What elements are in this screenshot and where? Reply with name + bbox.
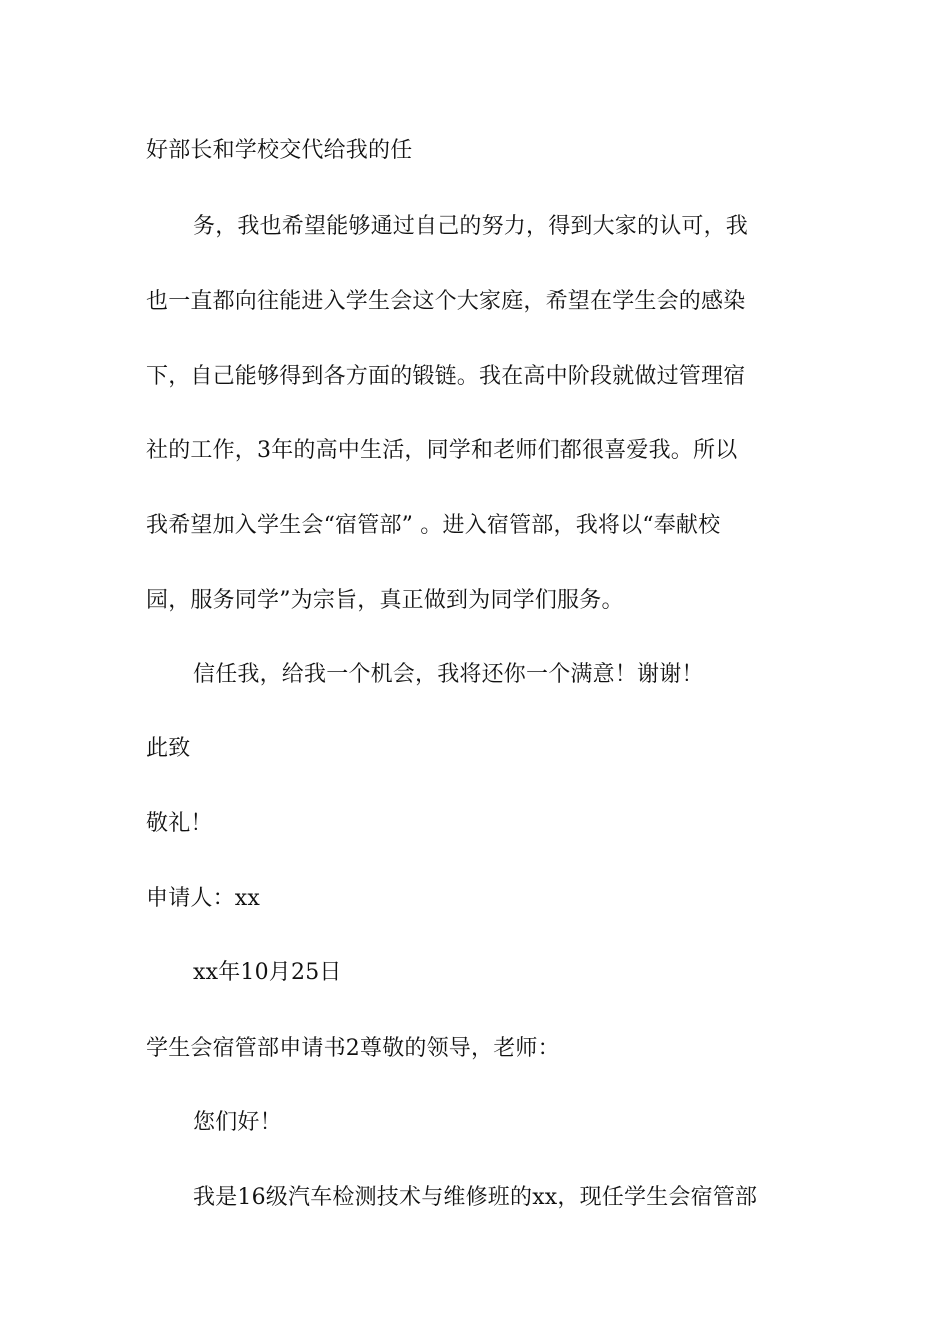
- text-line-1: 好部长和学校交代给我的任: [146, 138, 413, 163]
- text-line-5: 社的工作，3年的高中生活，同学和老师们都很喜爱我。所以: [146, 438, 738, 463]
- date-line: xx年10月25日: [193, 960, 342, 985]
- salutation-line: 此致: [146, 736, 191, 761]
- text-line-2: 务，我也希望能够通过自己的努力，得到大家的认可，我: [193, 214, 749, 239]
- greeting-line: 您们好！: [193, 1110, 282, 1135]
- text-line-6: 我希望加入学生会“宿管部” 。进入宿管部，我将以“奉献校: [146, 513, 721, 538]
- intro-line: 我是16级汽车检测技术与维修班的xx，现任学生会宿管部: [193, 1185, 758, 1210]
- text-line-8: 信任我，给我一个机会，我将还你一个满意！谢谢！: [193, 662, 704, 687]
- heading-line: 学生会宿管部申请书2尊敬的领导，老师：: [146, 1036, 560, 1061]
- closing-line: 敬礼！: [146, 811, 213, 836]
- text-line-3: 也一直都向往能进入学生会这个大家庭，希望在学生会的感染: [146, 289, 746, 314]
- text-line-4: 下，自己能够得到各方面的锻链。我在高中阶段就做过管理宿: [146, 364, 746, 389]
- applicant-line: 申请人：xx: [146, 886, 261, 911]
- text-line-7: 园，服务同学”为宗旨，真正做到为同学们服务。: [146, 588, 624, 613]
